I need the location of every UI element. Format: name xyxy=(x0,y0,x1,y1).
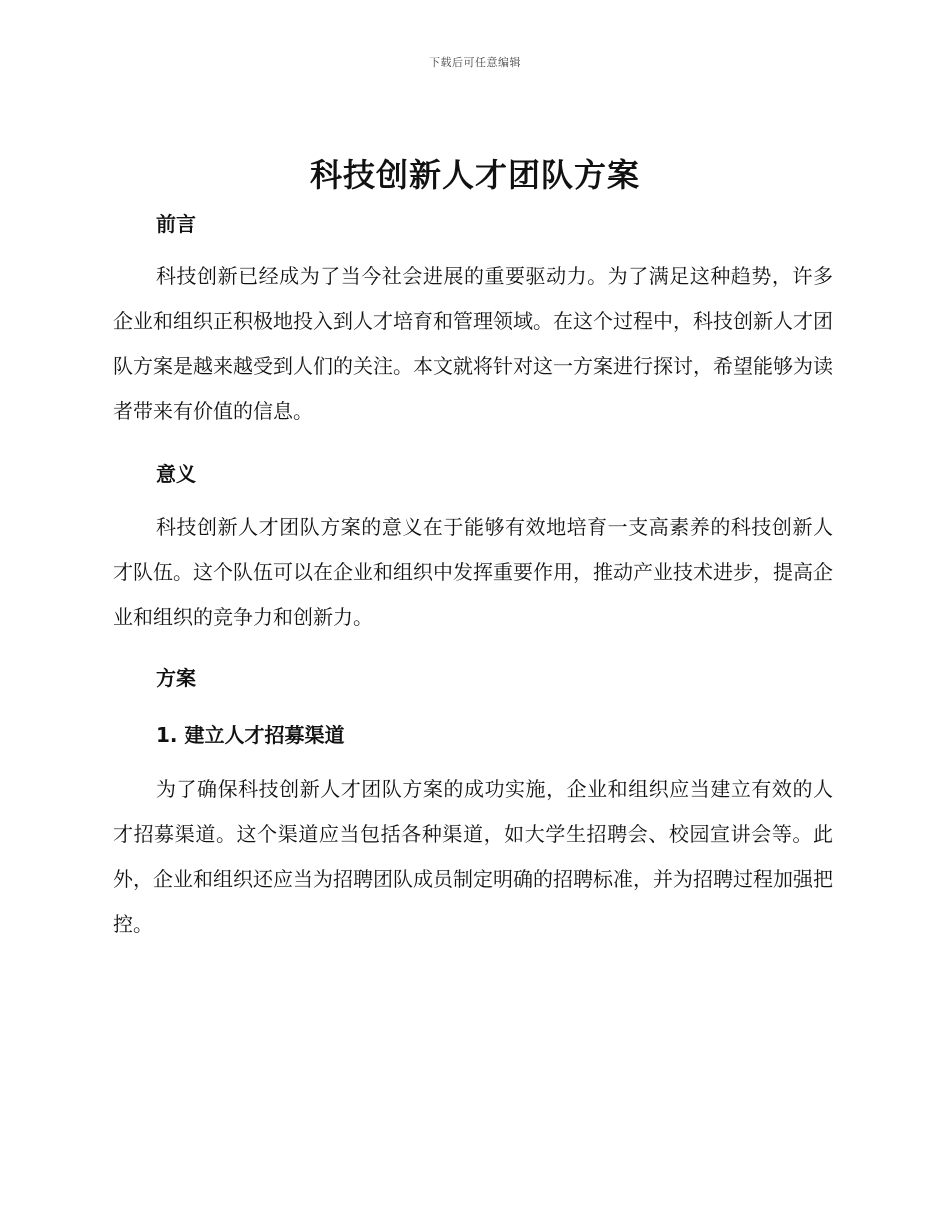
section-heading-preface: 前言 xyxy=(156,212,196,236)
paragraph-preface: 科技创新已经成为了当今社会进展的重要驱动力。为了满足这种趋势，许多企业和组织正积极地投入到人才培育和管理领域。在这个过程中，科技创新人才团队方案是越来越受到人们的关注。本文就将针对这一方案进行探讨，希望能够为读者带来有价值的信息。 xyxy=(113,264,833,423)
section-heading-plan: 方案 xyxy=(156,666,196,690)
header-note: 下载后可任意编辑 xyxy=(429,56,521,69)
document-title: 科技创新人才团队方案 xyxy=(309,156,640,194)
paragraph-significance: 科技创新人才团队方案的意义在于能够有效地培育一支高素养的科技创新人才队伍。这个队伍可以在企业和组织中发挥重要作用，推动产业技术进步，提高企业和组织的竞争力和创新力。 xyxy=(113,515,833,629)
section-heading-significance: 意义 xyxy=(156,462,196,486)
paragraph-recruitment: 为了确保科技创新人才团队方案的成功实施，企业和组织应当建立有效的人才招募渠道。这个渠道应当包括各种渠道，如大学生招聘会、校园宣讲会等。此外，企业和组织还应当为招聘团队成员制定明确的招聘标准，并为招聘过程加强把控。 xyxy=(113,777,833,936)
subsection-heading-recruitment: 1. 建立人才招募渠道 xyxy=(156,723,345,747)
